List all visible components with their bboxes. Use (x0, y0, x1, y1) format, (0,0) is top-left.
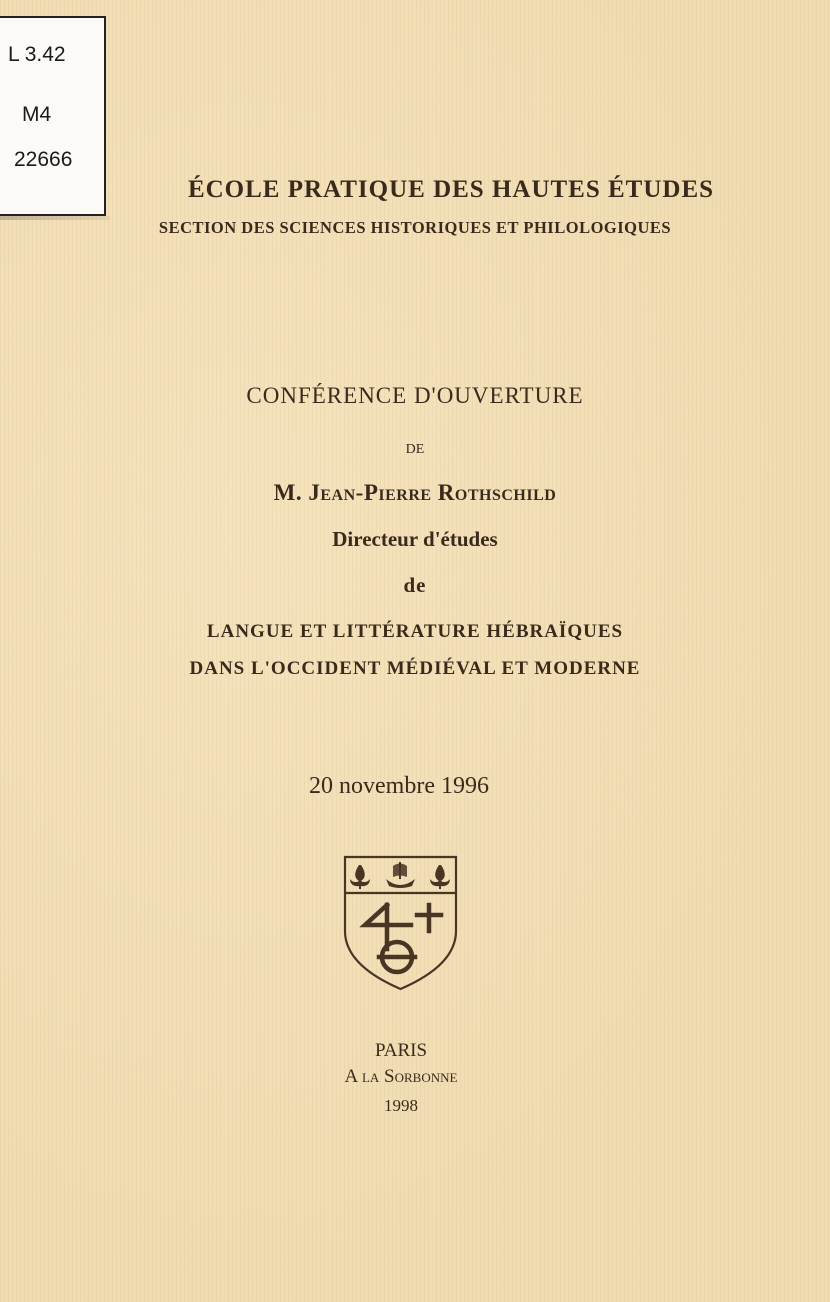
shelf-mark-line-2: M4 (22, 103, 52, 126)
shelf-mark-line-1: L 3.42 (8, 43, 66, 66)
imprint-publisher: A la Sorbonne (344, 1066, 458, 1087)
institution-section: SECTION DES SCIENCES HISTORIQUES ET PHILOLOGIQUES (158, 218, 672, 237)
chair-title-line-2: DANS L'OCCIDENT MÉDIÉVAL ET MODERNE (189, 658, 641, 679)
shelf-mark-line-3: 22666 (14, 148, 73, 171)
lecture-heading: CONFÉRENCE D'OUVERTURE (246, 383, 584, 408)
speaker-name: M. Jean-Pierre Rothschild (273, 480, 557, 505)
speaker-position: Directeur d'études (332, 527, 498, 551)
imprint-year: 1998 (384, 1096, 418, 1115)
imprint-city: PARIS (374, 1040, 428, 1061)
institution-name: ÉCOLE PRATIQUE DES HAUTES ÉTUDES (187, 176, 715, 203)
lecture-de: DE (405, 442, 425, 457)
lecture-de-2: de (403, 573, 427, 597)
lecture-date: 20 novembre 1996 (309, 773, 489, 799)
sorbonne-crest-icon (341, 853, 460, 993)
chair-title-line-1: LANGUE ET LITTÉRATURE HÉBRAÏQUES (206, 621, 624, 642)
